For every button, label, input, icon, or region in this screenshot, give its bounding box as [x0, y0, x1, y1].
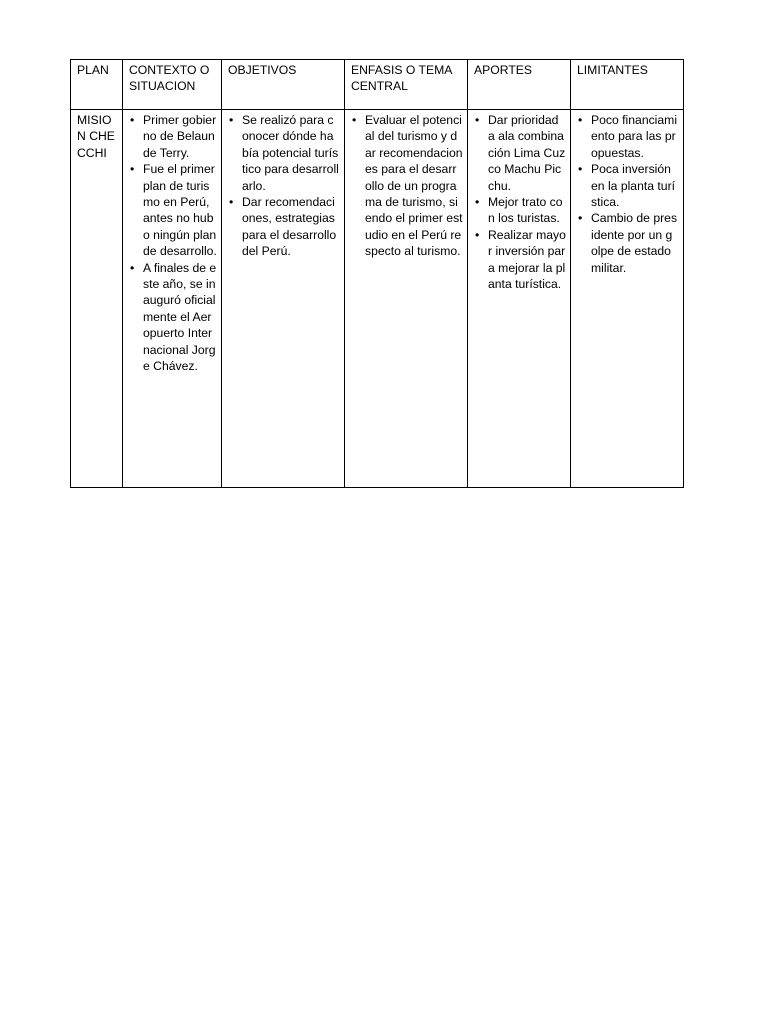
list-item: • Poco financiamiento para las propuestas. [577, 112, 679, 161]
header-aportes: APORTES [468, 60, 571, 110]
header-contexto: CONTEXTO O SITUACION [123, 60, 222, 110]
header-enfasis: ENFASIS O TEMA CENTRAL [345, 60, 468, 110]
list-item: • Mejor trato con los turistas. [474, 194, 566, 227]
cell-limitantes [571, 110, 684, 488]
aportes-list [474, 112, 566, 292]
list-item: • Evaluar el potencial del turismo y dar recomendaciones para el desarrollo de un programa de turismo, siendo el primer estudio en el Perú respecto al turismo. [351, 112, 463, 260]
header-row [71, 60, 684, 110]
list-item: • Realizar mayor inversión para mejorar la planta turística. [474, 227, 566, 293]
header-limitantes: LIMITANTES [571, 60, 684, 110]
cell-enfasis [345, 110, 468, 488]
list-item: • Se realizó para conocer dónde había potencial turístico para desarrollarlo. [228, 112, 340, 194]
header-plan: PLAN [71, 60, 123, 110]
table-row [71, 110, 684, 488]
list-item: • Dar recomendaciones, estrategias para el desarrollo del Perú. [228, 194, 340, 260]
list-item: • Fue el primer plan de turismo en Perú, antes no hubo ningún plan de desarrollo. [129, 161, 217, 259]
enfasis-list [351, 112, 463, 260]
list-item: • Poca inversión en la planta turística. [577, 161, 679, 210]
cell-aportes [468, 110, 571, 488]
limitantes-list [577, 112, 679, 276]
list-item: • A finales de este año, se inauguró oficialmente el Aeropuerto Internacional Jorge Chávez. [129, 260, 217, 375]
planning-table [70, 59, 684, 488]
list-item: • Cambio de presidente por un golpe de estado militar. [577, 210, 679, 276]
cell-plan: MISION CHECCHI [71, 110, 123, 488]
list-item: • Primer gobierno de Belaunde Terry. [129, 112, 217, 161]
contexto-list [129, 112, 217, 375]
objetivos-list [228, 112, 340, 260]
list-item: • Dar prioridad a ala combinación Lima Cuzco Machu Picchu. [474, 112, 566, 194]
cell-contexto [123, 110, 222, 488]
cell-objetivos [222, 110, 345, 488]
header-objetivos: OBJETIVOS [222, 60, 345, 110]
